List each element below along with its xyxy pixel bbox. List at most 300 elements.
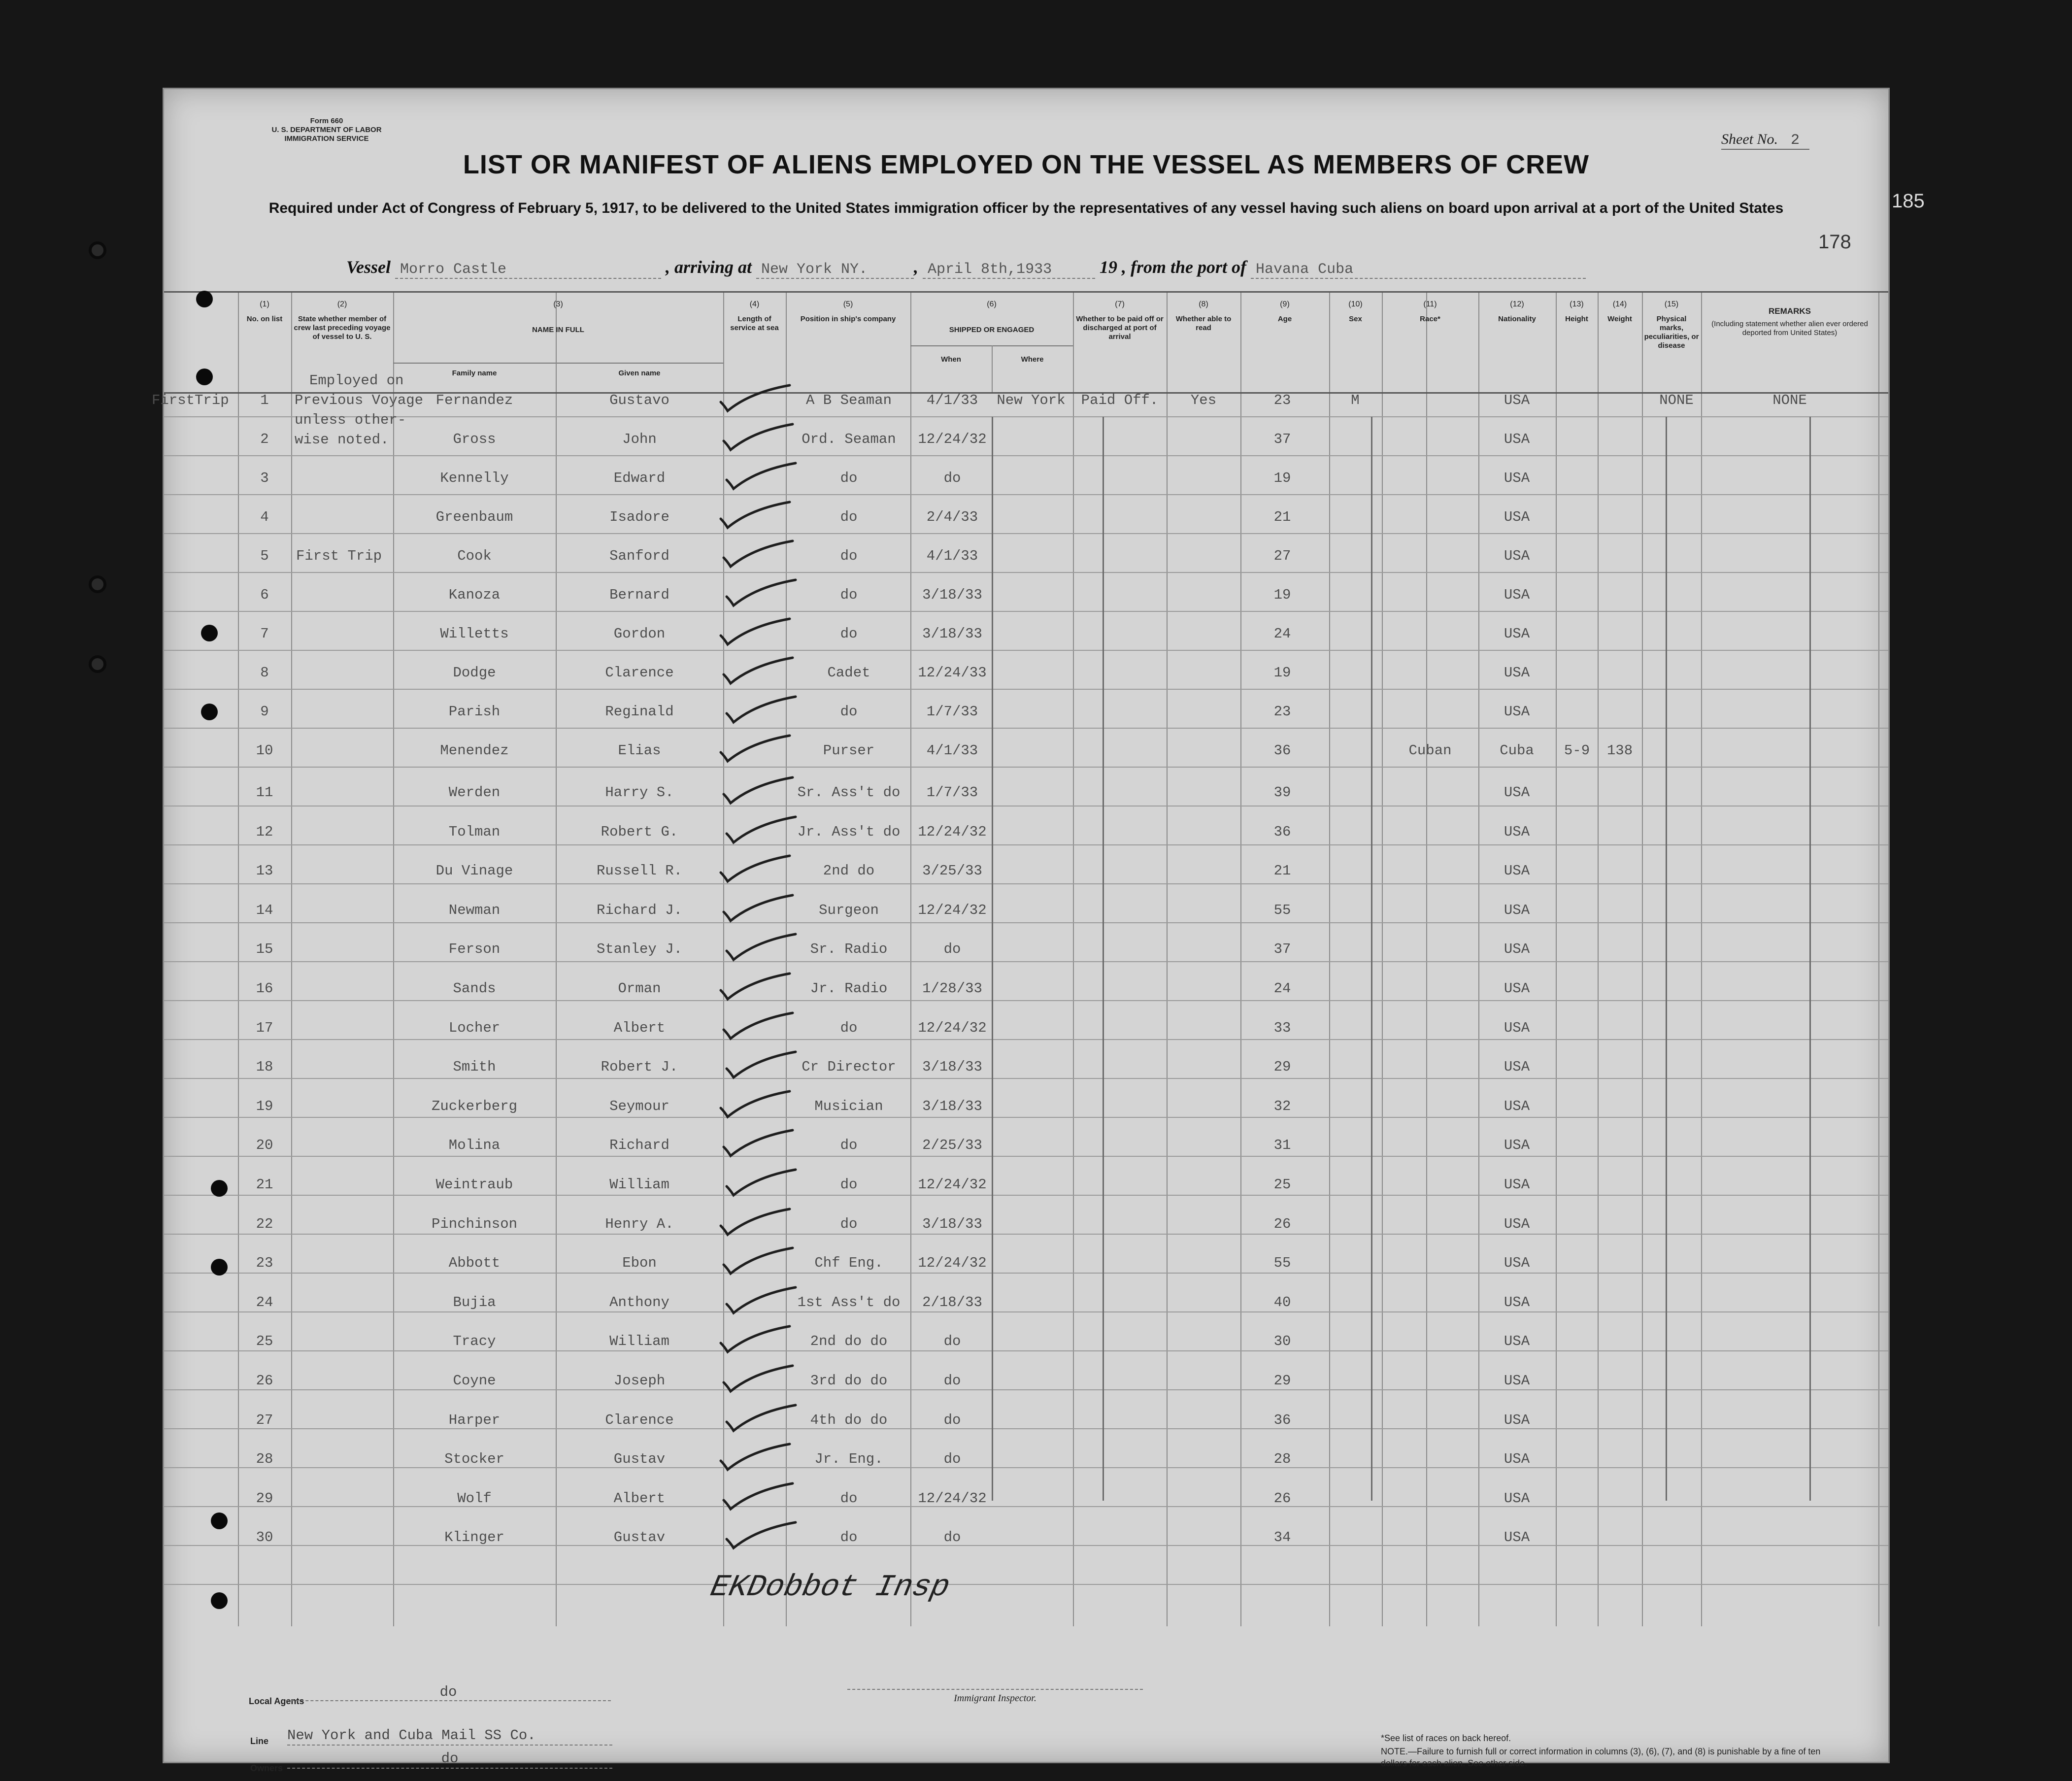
service-check-mark	[722, 931, 805, 966]
service-check-mark	[716, 1441, 800, 1476]
service-check-mark	[716, 971, 800, 1005]
col-header-remarks: REMARKS	[1769, 306, 1811, 316]
shipped-when: 1/28/33	[922, 980, 982, 997]
age: 28	[1273, 1451, 1291, 1468]
binder-hole	[211, 1259, 228, 1276]
family-name: Pinchinson	[431, 1215, 518, 1232]
row-number: 8	[260, 665, 269, 681]
race: Cuban	[1408, 742, 1452, 759]
row-rule	[164, 1311, 1888, 1312]
state-employed-note: Previous Voyage	[295, 392, 424, 408]
column-rule	[238, 291, 239, 1626]
nationality: USA	[1504, 1529, 1530, 1546]
row-number: 15	[256, 941, 273, 958]
weight: 138	[1606, 742, 1633, 759]
age: 19	[1273, 665, 1291, 681]
column-rule	[1329, 291, 1330, 1626]
form-identifier: Form 660 U. S. DEPARTMENT OF LABOR IMMIGRATION SERVICE	[271, 117, 382, 143]
margin-number-inner: 178	[1818, 231, 1851, 253]
service-check-mark	[722, 1519, 805, 1554]
column-rule	[910, 291, 911, 1626]
given-name: Anthony	[609, 1294, 669, 1311]
family-name: Weintraub	[435, 1176, 513, 1193]
col-header-family-name: Family name	[452, 369, 497, 377]
service-check-mark	[722, 1049, 805, 1083]
row-number: 30	[256, 1529, 273, 1546]
nationality: USA	[1504, 587, 1530, 603]
shipped-when: do	[943, 1373, 961, 1389]
row-rule	[164, 1584, 1888, 1585]
family-name: Klinger	[444, 1529, 504, 1546]
row-rule	[164, 1117, 1888, 1118]
col-header-name-number: (3)	[553, 300, 563, 308]
shipped-when: 12/24/32	[918, 1019, 987, 1036]
nationality: USA	[1504, 1333, 1530, 1350]
row-number: 14	[256, 902, 273, 918]
shipped-when: 3/25/33	[922, 863, 982, 879]
row-rule	[164, 572, 1888, 573]
state-first-trip-row5: First Trip	[296, 548, 382, 564]
ditto-stroke	[1103, 417, 1104, 1501]
shipped-when: 4/1/33	[926, 392, 978, 408]
row-number: 4	[260, 509, 269, 525]
family-name: Harper	[448, 1411, 501, 1428]
col-header-paid-off-number: (7)	[1115, 300, 1125, 308]
position: 1st Ass't do	[797, 1294, 901, 1311]
col-header-nationality: Nationality	[1498, 315, 1536, 323]
nationality: USA	[1504, 1490, 1530, 1507]
age: 36	[1273, 1411, 1291, 1428]
nationality: USA	[1504, 941, 1530, 958]
row-rule	[164, 1350, 1888, 1351]
row-rule	[164, 1389, 1888, 1390]
family-name: Kennelly	[440, 470, 509, 486]
position: do	[840, 1215, 858, 1232]
col-header-sex-number: (10)	[1348, 300, 1363, 308]
row-rule	[164, 1234, 1888, 1235]
age: 33	[1273, 1019, 1291, 1036]
row-rule	[164, 1467, 1888, 1468]
nationality: USA	[1504, 392, 1530, 408]
col-header-state: State whether member of crew last preceding voyage of vessel to U. S.	[294, 315, 391, 341]
given-name: Edward	[613, 470, 666, 486]
line-label: Line	[250, 1736, 269, 1746]
race-footnote: *See list of races on back hereof.	[1381, 1733, 1511, 1743]
given-name: Clarence	[605, 1411, 674, 1428]
family-name: Tolman	[448, 823, 501, 840]
row-number: 7	[260, 626, 269, 642]
nationality: USA	[1504, 431, 1530, 447]
family-name: Locher	[448, 1019, 501, 1036]
row-number: 20	[256, 1137, 273, 1154]
col-header-marks-number: (15)	[1664, 300, 1679, 308]
age: 21	[1273, 509, 1291, 525]
service-check-mark	[722, 577, 805, 611]
manifest-sheet	[152, 88, 1890, 1773]
nationality: USA	[1504, 1176, 1530, 1193]
row-rule	[164, 883, 1888, 884]
given-name: Ebon	[622, 1255, 657, 1272]
family-name: Kanoza	[448, 587, 501, 603]
column-rule	[1642, 291, 1643, 1626]
position: do	[840, 470, 858, 486]
sex: M	[1351, 392, 1360, 408]
family-name: Willetts	[440, 626, 509, 642]
position: Cr Director	[802, 1059, 896, 1075]
column-rule	[1382, 291, 1383, 1626]
nationality: USA	[1504, 1098, 1530, 1114]
nationality: USA	[1504, 784, 1530, 801]
family-name: Tracy	[453, 1333, 496, 1350]
row-number: 3	[260, 470, 269, 486]
shipped-when: 3/18/33	[922, 1098, 982, 1114]
row-rule	[164, 1039, 1888, 1040]
nationality: USA	[1504, 665, 1530, 681]
given-name: Robert J.	[601, 1059, 678, 1075]
row-number: 22	[256, 1215, 273, 1232]
service-check-mark	[722, 1167, 805, 1201]
name-subdivider	[556, 363, 557, 392]
penalty-note: NOTE.—Failure to furnish full or correct information in columns (3), (6), (7), and (8) is punishable by a fine of ten dollars for each alien. See other side.	[1381, 1747, 1821, 1768]
column-rule	[1073, 291, 1074, 1626]
column-rule	[1167, 291, 1168, 1626]
col-header-shipped-number: (6)	[987, 300, 997, 308]
shipped-when: 12/24/32	[918, 1255, 987, 1272]
position: do	[840, 1137, 858, 1154]
col-header-age: Age	[1277, 315, 1292, 323]
given-name: Gustavo	[609, 392, 669, 408]
shipped-when: do	[943, 1411, 961, 1428]
given-name: Joseph	[613, 1373, 666, 1389]
col-header-marks: Physical marks, peculiarities, or disease	[1644, 315, 1699, 350]
immigrant-inspector-label: Immigrant Inspector.	[847, 1689, 1143, 1704]
local-agents-value: do	[286, 1684, 611, 1701]
given-name: Orman	[618, 980, 661, 997]
position: A B Seaman	[805, 392, 892, 408]
age: 27	[1273, 548, 1291, 564]
row-rule	[164, 494, 1888, 495]
shipped-when: 12/24/33	[918, 665, 987, 681]
position: do	[840, 548, 858, 564]
service-check-mark	[719, 1363, 802, 1397]
shipped-when: 2/25/33	[922, 1137, 982, 1154]
shipped-when: do	[943, 470, 961, 486]
remarks: NONE	[1772, 392, 1807, 408]
shipped-when: 12/24/32	[918, 823, 987, 840]
margin-number-outer: 185	[1892, 190, 1925, 212]
nationality: USA	[1504, 470, 1530, 486]
binder-hole	[201, 704, 218, 720]
from-port: Havana Cuba	[1251, 261, 1586, 279]
row-number: 10	[256, 742, 273, 759]
family-name: Dodge	[453, 665, 496, 681]
given-name: Gustav	[613, 1529, 666, 1546]
age: 30	[1273, 1333, 1291, 1350]
age: 31	[1273, 1137, 1291, 1154]
service-check-mark	[719, 892, 802, 927]
row-number: 29	[256, 1490, 273, 1507]
service-check-mark	[716, 1206, 800, 1241]
service-check-mark	[716, 733, 800, 767]
age: 19	[1273, 470, 1291, 486]
col-header-shipped: SHIPPED OR ENGAGED	[949, 326, 1035, 334]
line-value: New York and Cuba Mail SS Co.	[287, 1727, 612, 1746]
arrival-date: April 8th,1933	[923, 261, 1095, 279]
col-header-read: Whether able to read	[1175, 315, 1232, 332]
position: Jr. Radio	[810, 980, 888, 997]
row-number: 17	[256, 1019, 273, 1036]
service-check-mark	[722, 1284, 805, 1319]
row-number: 16	[256, 980, 273, 997]
col-header-where: Where	[1021, 355, 1044, 364]
binder-hole	[196, 369, 213, 385]
col-header-no-number: (1)	[260, 300, 269, 308]
position: Purser	[823, 742, 875, 759]
row-number: 12	[256, 823, 273, 840]
state-employed-note: Employed on	[309, 372, 404, 389]
service-check-mark	[722, 694, 805, 728]
nationality: USA	[1504, 863, 1530, 879]
given-name: William	[609, 1176, 669, 1193]
row-rule	[164, 533, 1888, 534]
shipped-when: do	[943, 1529, 961, 1546]
given-name: Harry S.	[605, 784, 674, 801]
position: Jr. Ass't do	[797, 823, 901, 840]
age: 37	[1273, 431, 1291, 447]
binder-hole	[211, 1512, 228, 1529]
given-name: Albert	[613, 1019, 666, 1036]
inspector-signature: EKDobbot Insp	[707, 1570, 953, 1605]
family-name: Fernandez	[435, 392, 513, 408]
service-check-mark	[716, 1323, 800, 1358]
service-check-mark	[722, 1402, 805, 1437]
row-rule	[164, 767, 1888, 768]
binder-hole	[89, 575, 106, 593]
family-name: Ferson	[448, 941, 501, 958]
nationality: USA	[1504, 626, 1530, 642]
shipped-where: New York	[997, 392, 1066, 408]
family-name: Du Vinage	[435, 863, 513, 879]
age: 25	[1273, 1176, 1291, 1193]
state-employed-note: wise noted.	[295, 432, 389, 448]
position: Surgeon	[819, 902, 879, 918]
shipped-when: do	[943, 941, 961, 958]
age: 24	[1273, 626, 1291, 642]
given-name: Clarence	[605, 665, 674, 681]
position: do	[840, 626, 858, 642]
service-check-mark	[716, 616, 800, 650]
ditto-stroke	[1666, 417, 1667, 1501]
nationality: USA	[1504, 1215, 1530, 1232]
service-check-mark	[719, 1245, 802, 1279]
col-header-position: Position in ship's company	[800, 315, 896, 323]
family-name: Coyne	[453, 1373, 496, 1389]
age: 23	[1273, 392, 1291, 408]
owners-value: do	[287, 1750, 612, 1769]
row-number: 25	[256, 1333, 273, 1350]
row-rule	[164, 611, 1888, 612]
service-check-mark	[719, 655, 802, 689]
position: do	[840, 1019, 858, 1036]
column-rule	[1478, 291, 1479, 1626]
given-name: Russell R.	[596, 863, 683, 879]
family-name: Newman	[448, 902, 501, 918]
col-header-sex: Sex	[1349, 315, 1362, 323]
state-employed-note: unless other-	[295, 412, 406, 428]
col-header-weight-number: (14)	[1612, 300, 1627, 308]
binder-hole	[89, 655, 106, 673]
service-check-mark	[719, 774, 802, 809]
shipped-when: 1/7/33	[926, 704, 978, 720]
col-header-read-number: (8)	[1199, 300, 1208, 308]
row-rule	[164, 1195, 1888, 1196]
able-to-read: Yes	[1190, 392, 1217, 408]
given-name: Gustav	[613, 1451, 666, 1468]
page-title: LIST OR MANIFEST OF ALIENS EMPLOYED ON THE VESSEL AS MEMBERS OF CREW	[463, 150, 1590, 179]
ditto-stroke	[992, 417, 993, 1501]
col-header-remarks-sub: (Including statement whether alien ever ordered deported from United States)	[1711, 320, 1868, 337]
age: 32	[1273, 1098, 1291, 1114]
column-rule	[1598, 291, 1599, 1626]
ditto-stroke	[1371, 417, 1372, 1501]
family-name: Greenbaum	[435, 509, 513, 525]
row-number: 19	[256, 1098, 273, 1114]
nationality: USA	[1504, 1373, 1530, 1389]
column-rule	[1240, 291, 1241, 1626]
binder-hole	[89, 241, 106, 259]
age: 55	[1273, 1255, 1291, 1272]
row-number: 21	[256, 1176, 273, 1193]
physical-marks: NONE	[1659, 392, 1694, 408]
row-rule	[164, 1273, 1888, 1274]
given-name: Isadore	[609, 509, 669, 525]
family-name: Menendez	[440, 742, 509, 759]
position: 2nd do do	[810, 1333, 888, 1350]
given-name: Gordon	[613, 626, 666, 642]
shipped-when: 3/18/33	[922, 1215, 982, 1232]
given-name: Richard	[609, 1137, 669, 1154]
paid-off: Paid Off.	[1081, 392, 1159, 408]
position: Ord. Seaman	[802, 431, 896, 447]
col-header-height: Height	[1565, 315, 1588, 323]
row-rule	[164, 689, 1888, 690]
col-header-length: Length of service at sea	[730, 315, 779, 332]
position: do	[840, 1176, 858, 1193]
family-name: Stocker	[444, 1451, 504, 1468]
row-number: 27	[256, 1411, 273, 1428]
binder-hole	[211, 1180, 228, 1197]
nationality: USA	[1504, 548, 1530, 564]
height: 5-9	[1564, 742, 1590, 759]
age: 55	[1273, 902, 1291, 918]
shipped-when: 12/24/32	[918, 1176, 987, 1193]
vessel-name: Morro Castle	[395, 261, 661, 279]
binder-hole	[211, 1592, 228, 1609]
family-name: Sands	[453, 980, 496, 997]
age: 36	[1273, 823, 1291, 840]
column-rule	[1556, 291, 1557, 1626]
nationality: USA	[1504, 1294, 1530, 1311]
column-rule	[556, 291, 557, 1626]
position: do	[840, 704, 858, 720]
age: 29	[1273, 1059, 1291, 1075]
row-rule	[164, 1156, 1888, 1157]
column-rule	[1426, 291, 1427, 1626]
position: 3rd do do	[810, 1373, 888, 1389]
state-first-trip-row1: FirstTrip	[152, 392, 229, 408]
col-header-race: Race*	[1420, 315, 1440, 323]
column-rule	[393, 291, 394, 1626]
row-rule	[164, 1506, 1888, 1507]
nationality: USA	[1504, 704, 1530, 720]
col-header-race-number: (11)	[1423, 300, 1437, 308]
age: 36	[1273, 742, 1291, 759]
position: Chf Eng.	[814, 1255, 883, 1272]
family-name: Werden	[448, 784, 501, 801]
service-check-mark	[722, 460, 805, 495]
age: 29	[1273, 1373, 1291, 1389]
service-check-mark	[716, 499, 800, 534]
shipped-when: 12/24/32	[918, 1490, 987, 1507]
manifest-table	[152, 291, 1888, 1626]
row-rule	[164, 1000, 1888, 1001]
row-rule	[164, 844, 1888, 845]
row-rule	[164, 1078, 1888, 1079]
service-check-mark	[716, 853, 800, 887]
shipped-when: 2/4/33	[926, 509, 978, 525]
row-rule	[164, 416, 1888, 417]
position: do	[840, 1529, 858, 1546]
family-name: Smith	[453, 1059, 496, 1075]
nationality: USA	[1504, 1019, 1530, 1036]
col-header-when: When	[941, 355, 961, 364]
given-name: Albert	[613, 1490, 666, 1507]
service-check-mark	[716, 382, 800, 417]
row-number: 6	[260, 587, 269, 603]
row-number: 26	[256, 1373, 273, 1389]
row-number: 24	[256, 1294, 273, 1311]
row-number: 5	[260, 548, 269, 564]
service-check-mark	[719, 538, 802, 572]
nationality: USA	[1504, 509, 1530, 525]
owners-label: Owners	[250, 1763, 283, 1773]
position: 4th do do	[810, 1411, 888, 1428]
page-subtitle: Required under Act of Congress of February 5, 1917, to be delivered to the United States immigration officer by the representatives of any vessel having such aliens on board upon arrival at a port of the United States	[268, 200, 1784, 216]
shipped-when: 4/1/33	[926, 742, 978, 759]
nationality: USA	[1504, 823, 1530, 840]
column-rule	[291, 291, 292, 1626]
binder-hole	[196, 291, 213, 307]
nationality: USA	[1504, 1451, 1530, 1468]
given-name: Bernard	[609, 587, 669, 603]
name-subrule	[393, 363, 723, 364]
family-name: Abbott	[448, 1255, 501, 1272]
position: Sr. Radio	[810, 941, 888, 958]
row-number: 11	[256, 784, 273, 801]
row-rule	[164, 961, 1888, 962]
position: Musician	[814, 1098, 883, 1114]
nationality: USA	[1504, 980, 1530, 997]
nationality: USA	[1504, 902, 1530, 918]
shipped-when: do	[943, 1451, 961, 1468]
sheet-number: Sheet No. 2	[1721, 131, 1809, 150]
row-rule	[164, 1428, 1888, 1429]
service-check-mark	[719, 1480, 802, 1515]
shipped-when: 3/18/33	[922, 626, 982, 642]
row-number: 1	[260, 392, 269, 408]
ditto-stroke	[1809, 417, 1811, 1501]
row-rule	[164, 650, 1888, 651]
